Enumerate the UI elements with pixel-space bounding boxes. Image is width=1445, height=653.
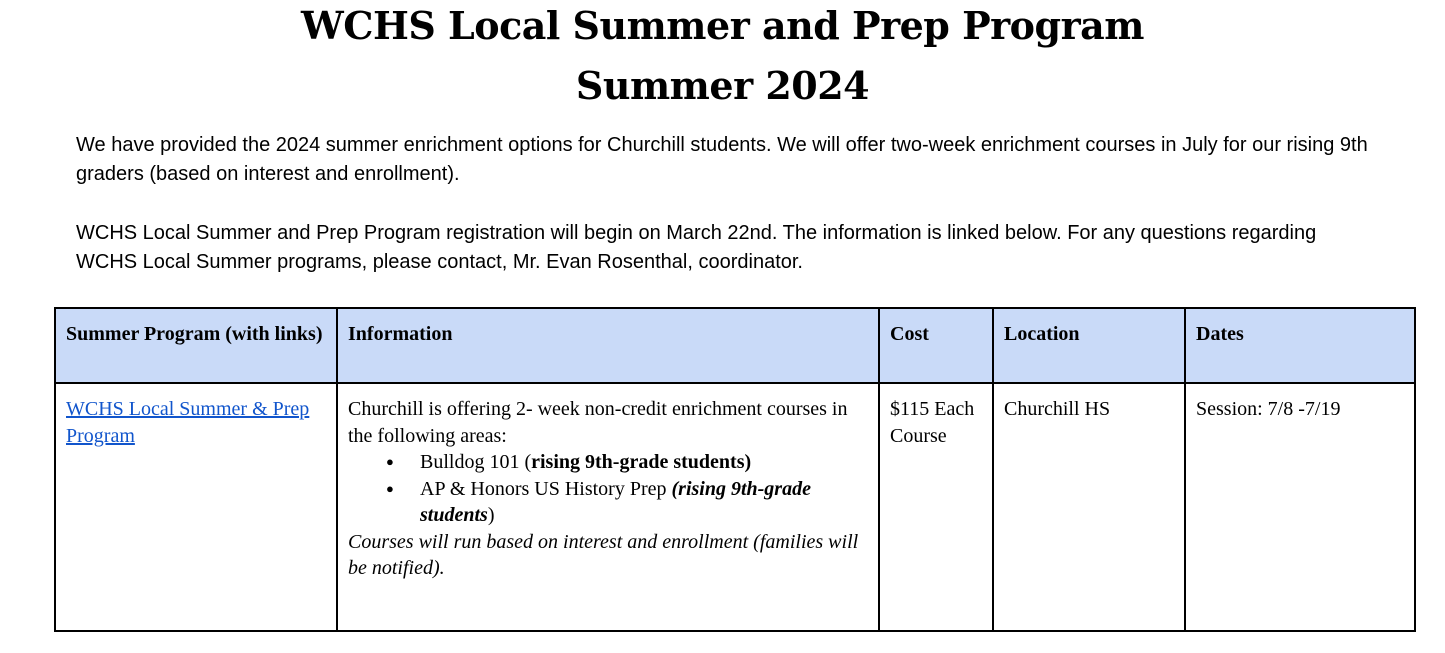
program-link[interactable]: WCHS Local Summer & Prep Program [66, 398, 310, 447]
cell-cost: $115 Each Course [879, 383, 993, 631]
item2-text: AP & Honors US History Prep [420, 477, 672, 500]
cell-information [337, 383, 879, 631]
item2-bold: (rising 9th-grade students [420, 477, 811, 526]
item1-bold: rising 9th-grade students) [531, 451, 752, 473]
title-line-2: Summer 2024 [575, 63, 870, 108]
programs-table [54, 307, 1416, 632]
header-location: Location [993, 308, 1185, 383]
info-intro: Churchill is offering 2- week non-credit enrichment courses in the following areas: [348, 398, 848, 447]
intro-paragraph-1 [76, 131, 1376, 189]
intro-text-2: WCHS Local Summer and Prep Program registration will begin on March 22nd. The information is linked below. For any questions regarding WCHS Local Summer programs, please contact, Mr. Evan Rosenthal, coordinator. [76, 222, 1317, 273]
page-title [0, 0, 1445, 116]
areas-list [348, 449, 868, 529]
header-information: Information [337, 308, 879, 383]
item1-text: Bulldog 101 ( [420, 451, 532, 473]
header-cost: Cost [879, 308, 993, 383]
cell-program [55, 383, 337, 631]
list-item [420, 449, 868, 476]
header-dates: Dates [1185, 308, 1415, 383]
title-line-1: WCHS Local Summer and Prep Program [301, 3, 1144, 48]
item2-close: ) [487, 504, 495, 526]
intro-text-1: We have provided the 2024 summer enrichment options for Churchill students. We will offer two-week enrichment courses in July for our rising 9th graders (based on interest and enrollment). [76, 134, 1368, 185]
header-summer-program: Summer Program (with links) [55, 308, 337, 383]
intro-paragraph-2 [76, 219, 1376, 277]
table-header-row [55, 308, 1415, 383]
table-row [55, 383, 1415, 631]
cell-location: Churchill HS [993, 383, 1185, 631]
list-item [420, 476, 868, 529]
info-note: Courses will run based on interest and enrollment (families will be notified). [348, 530, 859, 579]
cell-dates: Session: 7/8 -7/19 [1185, 383, 1415, 631]
